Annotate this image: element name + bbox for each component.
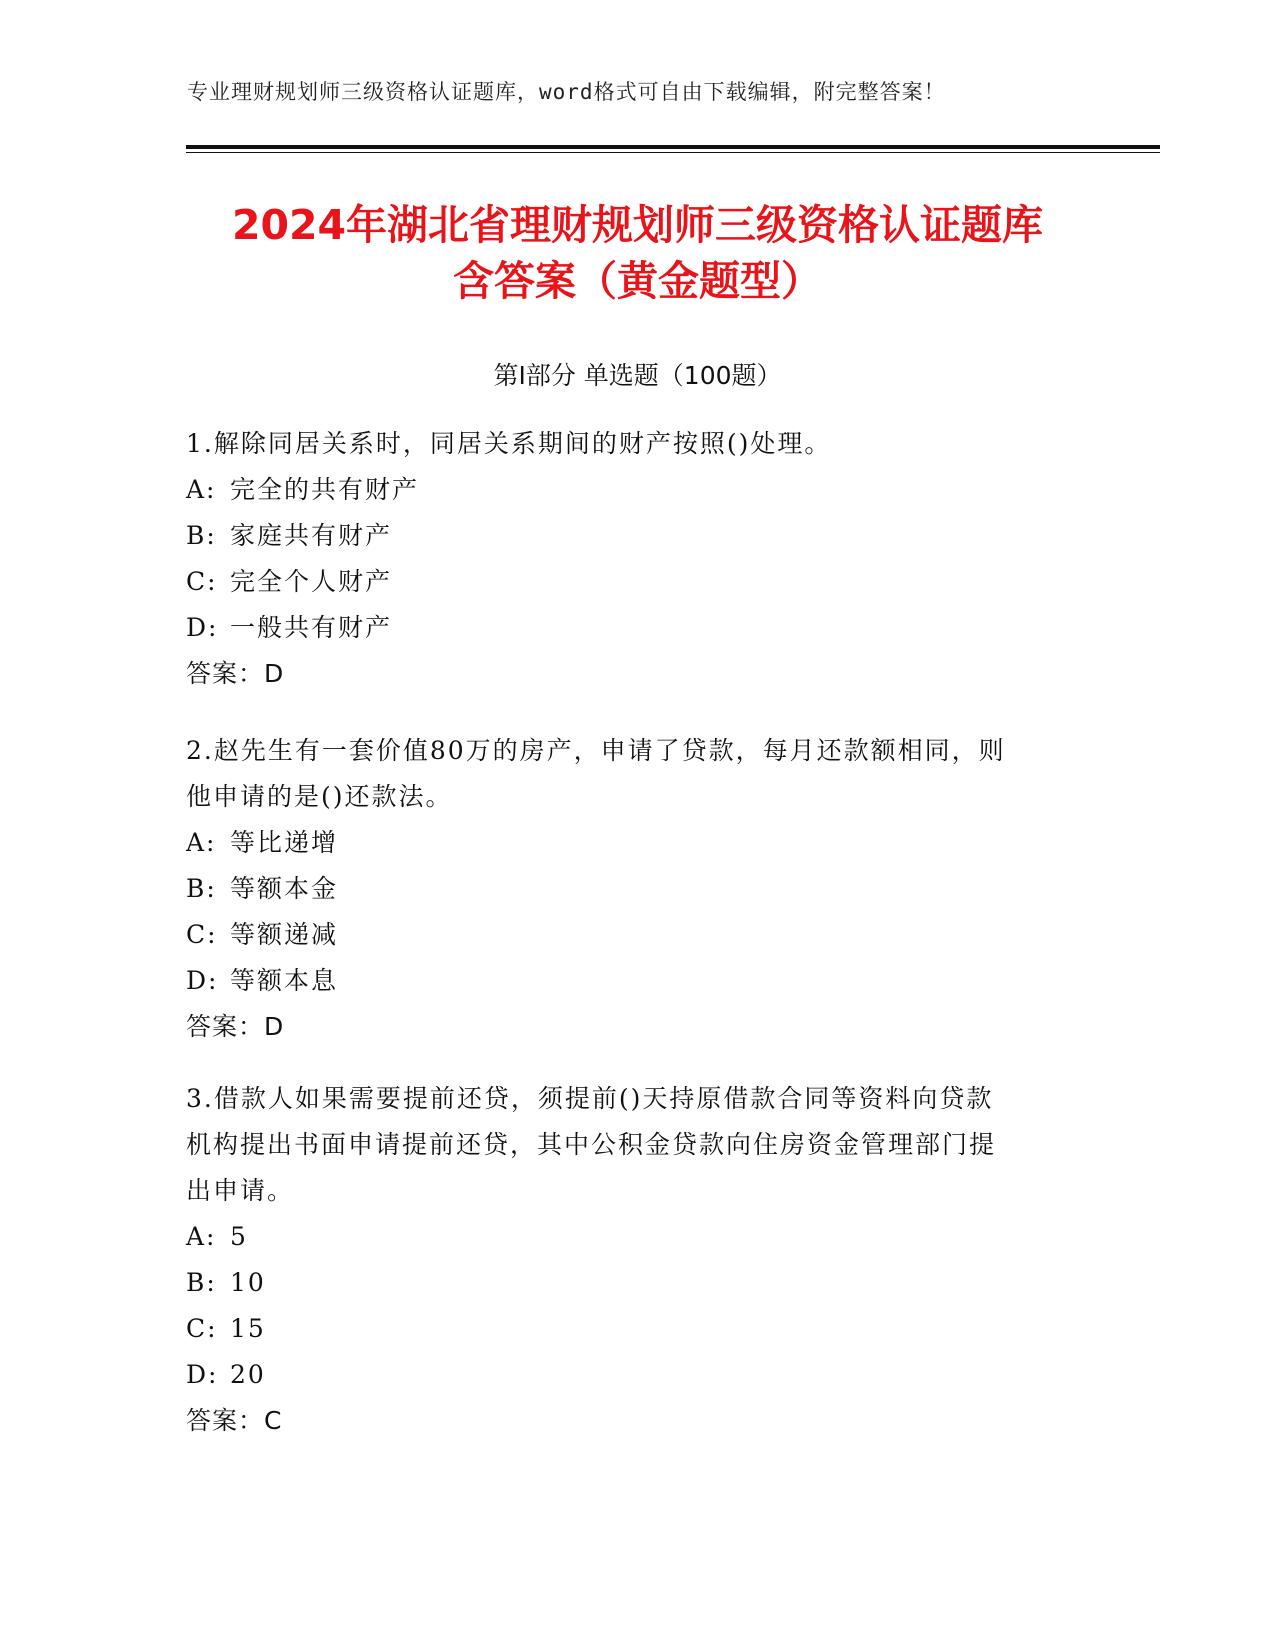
question-1 [186,421,1086,697]
option-key: D: [186,613,219,642]
answer: 答案：D [186,659,285,688]
option-b [186,1260,1086,1306]
option-text: 5 [230,1222,248,1251]
option-text: 等额本息 [230,966,339,995]
question-stem-line: 出申请。 [186,1176,295,1205]
option-c [186,559,1086,605]
question-2 [186,728,1086,1050]
option-text: 家庭共有财产 [230,521,393,550]
question-stem-line: 1.解除同居关系时，同居关系期间的财产按照()处理。 [186,429,832,458]
question-stem-line: 机构提出书面申请提前还贷，其中公积金贷款向住房资金管理部门提 [186,1130,997,1159]
option-key: C: [186,567,218,596]
question-3 [186,1076,1086,1444]
option-text: 等比递增 [230,828,339,857]
question-stem-line: 2.赵先生有一套价值80万的房产，申请了贷款，每月还款额相同，则 [186,736,1006,765]
section-title: 第Ⅰ部分 单选题（100题） [493,361,782,390]
option-key: B: [186,521,217,550]
option-text: 等额递减 [230,920,339,949]
option-d [186,958,1086,1004]
option-text: 等额本金 [230,874,339,903]
question-stem-line: 3.借款人如果需要提前还贷，须提前()天持原借款合同等资料向贷款 [186,1084,994,1113]
header-rule-thin [186,152,1160,153]
document-title-line-2: 含答案（黄金题型） [453,257,822,305]
option-text: 10 [230,1268,266,1297]
option-key: C: [186,920,218,949]
option-key: D: [186,966,219,995]
answer: 答案：C [186,1406,283,1435]
header-note: 专业理财规划师三级资格认证题库，word格式可自由下载编辑，附完整答案！ [187,80,946,104]
option-text: 20 [230,1360,266,1389]
option-key: D: [186,1360,219,1389]
answer: 答案：D [186,1012,285,1041]
option-a [186,820,1086,866]
header-rule-thick [186,145,1160,149]
option-key: B: [186,874,217,903]
option-text: 一般共有财产 [230,613,393,642]
option-a [186,467,1086,513]
option-a [186,1214,1086,1260]
option-b [186,866,1086,912]
option-d [186,605,1086,651]
option-c [186,1306,1086,1352]
question-stem-line: 他申请的是()还款法。 [186,782,453,811]
option-c [186,912,1086,958]
document-title-line-1: 2024年湖北省理财规划师三级资格认证题库 [231,201,1044,249]
option-b [186,513,1086,559]
option-key: A: [186,1222,217,1251]
option-key: B: [186,1268,217,1297]
option-key: A: [186,475,217,504]
option-text: 完全的共有财产 [230,475,420,504]
option-key: A: [186,828,217,857]
option-d [186,1352,1086,1398]
option-text: 15 [230,1314,266,1343]
option-key: C: [186,1314,218,1343]
option-text: 完全个人财产 [230,567,393,596]
